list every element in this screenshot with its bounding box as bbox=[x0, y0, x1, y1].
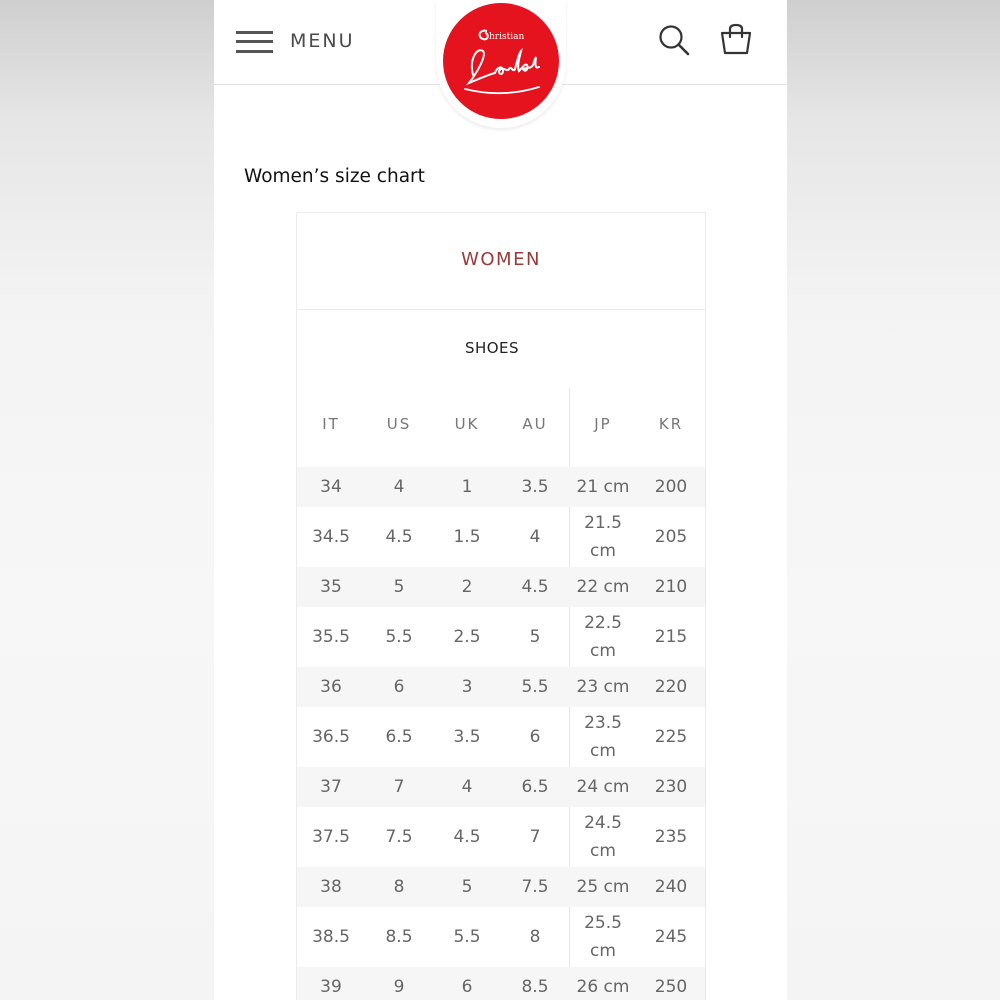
page-title: Women’s size chart bbox=[244, 166, 425, 187]
table-cell: 8.5 bbox=[521, 977, 549, 997]
louboutin-signature-logo bbox=[443, 3, 559, 119]
table-cell: 5 bbox=[461, 877, 473, 897]
table-cell: 215 bbox=[654, 627, 688, 647]
search-icon bbox=[657, 23, 693, 59]
table-cell: 36.5 bbox=[312, 727, 350, 747]
table-cell: 240 bbox=[654, 877, 688, 897]
table-cell: 2.5 bbox=[453, 627, 481, 647]
table-cell: 38.5 bbox=[312, 927, 350, 947]
table-header-row bbox=[297, 409, 705, 439]
table-cell: 34.5 bbox=[312, 527, 350, 547]
table-cell: 22.5 cm bbox=[584, 613, 622, 661]
table-cell: 2 bbox=[461, 577, 473, 597]
section-label-women: WOMEN bbox=[461, 249, 541, 270]
table-cell: 3 bbox=[461, 677, 473, 697]
table-cell: 6 bbox=[393, 677, 405, 697]
table-cell: 39 bbox=[320, 977, 342, 997]
table-cell: 37 bbox=[320, 777, 342, 797]
mobile-page bbox=[214, 0, 787, 1000]
table-cell: 205 bbox=[654, 527, 688, 547]
table-row bbox=[297, 507, 705, 567]
table-cell: 25.5 cm bbox=[584, 913, 622, 961]
table-row bbox=[297, 667, 705, 707]
table-cell: 24 cm bbox=[576, 777, 630, 797]
table-row bbox=[297, 807, 705, 867]
table-cell: 245 bbox=[654, 927, 688, 947]
table-cell: 230 bbox=[654, 777, 688, 797]
table-cell: 7.5 bbox=[521, 877, 549, 897]
table-row bbox=[297, 607, 705, 667]
table-cell: 3.5 bbox=[453, 727, 481, 747]
table-cell: 37.5 bbox=[312, 827, 350, 847]
table-cell: 21 cm bbox=[576, 477, 630, 497]
table-cell: 6.5 bbox=[385, 727, 413, 747]
table-cell: 225 bbox=[654, 727, 688, 747]
table-cell: 4.5 bbox=[385, 527, 413, 547]
table-cell: 1.5 bbox=[453, 527, 481, 547]
table-cell: 8.5 bbox=[385, 927, 413, 947]
divider bbox=[297, 309, 705, 310]
table-cell: 6.5 bbox=[521, 777, 549, 797]
table-cell: 250 bbox=[654, 977, 688, 997]
column-header: US bbox=[386, 415, 412, 433]
table-cell: 21.5 cm bbox=[584, 513, 622, 561]
table-cell: 8 bbox=[529, 927, 541, 947]
table-row bbox=[297, 907, 705, 967]
column-header: JP bbox=[594, 415, 612, 433]
table-cell: 9 bbox=[393, 977, 405, 997]
table-row bbox=[297, 867, 705, 907]
brand-logo bbox=[443, 3, 559, 119]
shopping-bag-button[interactable] bbox=[718, 22, 754, 58]
table-cell: 22 cm bbox=[576, 577, 630, 597]
table-cell: 5.5 bbox=[521, 677, 549, 697]
table-cell: 36 bbox=[320, 677, 342, 697]
table-cell: 25 cm bbox=[576, 877, 630, 897]
table-cell: 4.5 bbox=[521, 577, 549, 597]
table-cell: 200 bbox=[654, 477, 688, 497]
table-cell: 3.5 bbox=[521, 477, 549, 497]
table-cell: 235 bbox=[654, 827, 688, 847]
column-header: AU bbox=[522, 415, 548, 433]
table-cell: 7.5 bbox=[385, 827, 413, 847]
table-cell: 5 bbox=[529, 627, 541, 647]
menu-button[interactable] bbox=[236, 26, 355, 56]
table-cell: 8 bbox=[393, 877, 405, 897]
table-row bbox=[297, 767, 705, 807]
table-row bbox=[297, 967, 705, 1000]
table-cell: 5.5 bbox=[385, 627, 413, 647]
category-label-shoes: SHOES bbox=[464, 339, 520, 357]
table-cell: 4 bbox=[529, 527, 541, 547]
column-header: KR bbox=[658, 415, 684, 433]
table-cell: 35.5 bbox=[312, 627, 350, 647]
table-cell: 26 cm bbox=[576, 977, 630, 997]
table-cell: 4 bbox=[393, 477, 405, 497]
size-chart-table bbox=[296, 212, 706, 1000]
hamburger-icon bbox=[236, 29, 273, 53]
menu-label: MENU bbox=[290, 30, 355, 52]
table-cell: 5.5 bbox=[453, 927, 481, 947]
svg-text:hristian: hristian bbox=[489, 32, 525, 42]
brand-logo-link[interactable] bbox=[436, 0, 566, 128]
table-cell: 6 bbox=[529, 727, 541, 747]
table-cell: 1 bbox=[461, 477, 473, 497]
table-cell: 35 bbox=[320, 577, 342, 597]
table-cell: 4.5 bbox=[453, 827, 481, 847]
table-row bbox=[297, 707, 705, 767]
column-header: IT bbox=[322, 415, 340, 433]
table-cell: 34 bbox=[320, 477, 342, 497]
table-cell: 38 bbox=[320, 877, 342, 897]
table-row bbox=[297, 567, 705, 607]
shopping-bag-icon bbox=[718, 22, 754, 58]
table-cell: 23.5 cm bbox=[584, 713, 622, 761]
table-cell: 220 bbox=[654, 677, 688, 697]
table-cell: 210 bbox=[654, 577, 688, 597]
table-cell: 24.5 cm bbox=[584, 813, 622, 861]
table-cell: 4 bbox=[461, 777, 473, 797]
table-row bbox=[297, 467, 705, 507]
table-cell: 6 bbox=[461, 977, 473, 997]
table-cell: 7 bbox=[393, 777, 405, 797]
table-cell: 7 bbox=[529, 827, 541, 847]
table-cell: 5 bbox=[393, 577, 405, 597]
table-cell: 23 cm bbox=[576, 677, 630, 697]
search-button[interactable] bbox=[657, 23, 693, 59]
column-header: UK bbox=[454, 415, 480, 433]
